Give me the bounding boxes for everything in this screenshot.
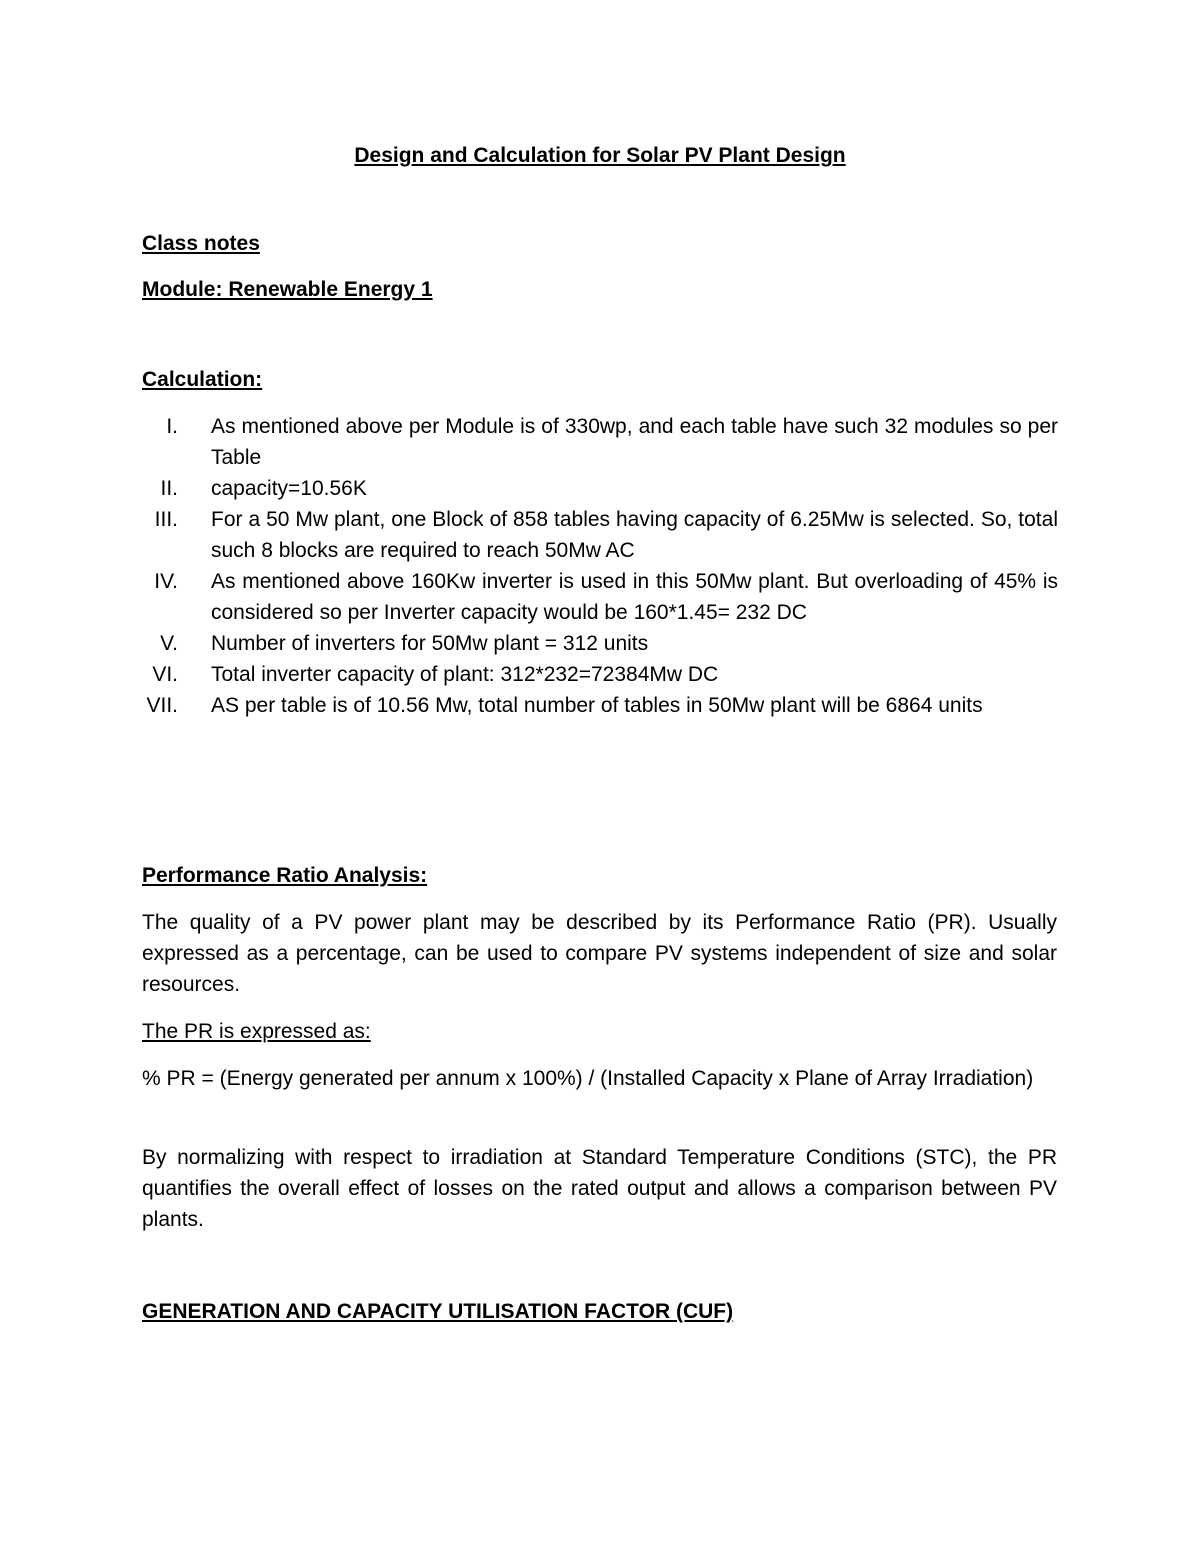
class-notes-heading: Class notes (142, 232, 260, 255)
list-item-number: VI. (152, 663, 178, 686)
list-item (142, 659, 1058, 690)
list-item-text: AS per table is of 10.56 Mw, total number of tables in 50Mw plant will be 6864 units (211, 694, 983, 717)
list-item (142, 566, 1058, 628)
calculation-list (142, 411, 1058, 721)
list-item (142, 628, 1058, 659)
list-item-text: For a 50 Mw plant, one Block of 858 tables having capacity of 6.25Mw is selected. So, total such 8 blocks are required to reach 50Mw AC (211, 508, 1058, 562)
list-item-text: As mentioned above 160Kw inverter is used in this 50Mw plant. But overloading of 45% is considered so per Inverter capacity would be 160*1.45= 232 DC (211, 570, 1058, 624)
list-item (142, 690, 1058, 721)
list-item-number: III. (154, 508, 178, 531)
list-item-number: II. (160, 477, 178, 500)
list-item (142, 411, 1058, 473)
pr-expressed-label: The PR is expressed as: (142, 1020, 371, 1043)
pr-intro-paragraph: The quality of a PV power plant may be described by its Performance Ratio (PR). Usually expressed as a percentage, can be used to compare PV systems independent of size and solar resources. (142, 911, 1057, 996)
module-heading: Module: Renewable Energy 1 (142, 278, 433, 301)
cuf-heading: GENERATION AND CAPACITY UTILISATION FACTOR (CUF) (142, 1300, 734, 1323)
list-item (142, 473, 1058, 504)
list-item-text: As mentioned above per Module is of 330wp, and each table have such 32 modules so per Table (211, 415, 1058, 469)
list-item-text: capacity=10.56K (211, 477, 367, 500)
list-item-text: Number of inverters for 50Mw plant = 312 units (211, 632, 649, 655)
list-item-number: IV. (154, 570, 178, 593)
pr-formula-paragraph: % PR = (Energy generated per annum x 100%) / (Installed Capacity x Plane of Array Irradiation) (142, 1067, 1034, 1090)
pr-normalizing-paragraph: By normalizing with respect to irradiation at Standard Temperature Conditions (STC), the PR quantifies the overall effect of losses on the rated output and allows a comparison between PV plants. (142, 1146, 1057, 1231)
list-item-text: Total inverter capacity of plant: 312*232=72384Mw DC (211, 663, 719, 686)
calculation-heading: Calculation: (142, 368, 263, 391)
document-title: Design and Calculation for Solar PV Plant Design (354, 144, 846, 167)
list-item-number: VII. (146, 694, 178, 717)
list-item (142, 504, 1058, 566)
list-item-number: V. (160, 632, 178, 655)
list-item-number: I. (166, 415, 178, 438)
pr-heading: Performance Ratio Analysis: (142, 864, 428, 887)
